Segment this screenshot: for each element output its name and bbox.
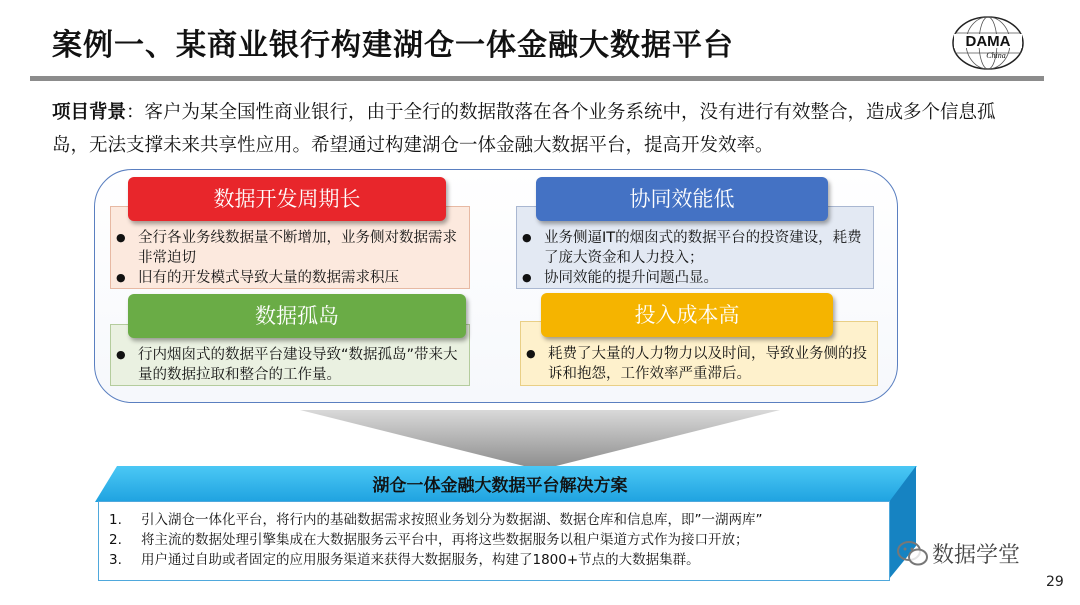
project-background [52,96,1027,162]
down-arrow-icon [300,410,780,470]
solution-title: 湖仓一体金融大数据平台解决方案 [372,476,628,496]
page-number: 29 [1046,574,1064,590]
watermark-text: 数据学堂 [932,543,1021,568]
list-item [109,550,889,570]
item-text: 将主流的数据处理引擎集成在大数据服务云平台中，再将这些数据服务以租户渠道方式作为接口开放； [141,532,749,548]
list-item: ● 业务侧逼IT的烟囱式的数据平台的投资建设，耗费了庞大资金和人力投入； [517,228,873,268]
title-divider [30,76,1044,81]
list-item: ● 耗费了大量的人力物力以及时间，导致业务侧的投诉和抱怨，工作效率严重滞后。 [521,344,877,384]
cost-header: 投入成本高 [541,293,833,337]
collab-header: 协同效能低 [536,177,828,221]
page-title: 案例一、某商业银行构建湖仓一体金融大数据平台 [52,28,734,63]
item-number: 3. [109,552,122,568]
background-text: ：客户为某全国性商业银行，由于全行的数据散落在各个业务系统中，没有进行有效整合，造成多个信息孤岛，无法支撑未来共享性应用。希望通过构建湖仓一体金融大数据平台，提高开发效率。 [52,102,996,156]
item-number: 2. [109,532,122,548]
logo-text: DAMA [965,33,1011,50]
logo-subtext: China [986,51,1006,60]
wechat-icon [897,540,929,568]
list-item: ● 全行各业务线数据量不断增加，业务侧对数据需求非常迫切 [111,228,469,268]
solution-box [98,501,890,581]
dev-cycle-header: 数据开发周期长 [128,177,446,221]
list-item [109,530,889,550]
list-item: ● 旧有的开发模式导致大量的数据需求积压 [111,268,469,288]
dama-logo [950,14,1026,72]
background-label: 项目背景 [52,102,127,123]
item-text: 用户通过自助或者固定的应用服务渠道来获得大数据服务，构建了1800+节点的大数据集群。 [141,552,700,568]
list-item [109,510,889,530]
item-text: 引入湖仓一体化平台，将行内的基础数据需求按照业务划分为数据湖、数据仓库和信息库，即”一湖两库” [141,512,763,528]
data-silo-header: 数据孤岛 [128,294,466,338]
list-item: ● 行内烟囱式的数据平台建设导致“数据孤岛”带来大量的数据拉取和整合的工作量。 [111,345,469,385]
list-item: ● 协同效能的提升问题凸显。 [517,268,873,288]
item-number: 1. [109,512,122,528]
